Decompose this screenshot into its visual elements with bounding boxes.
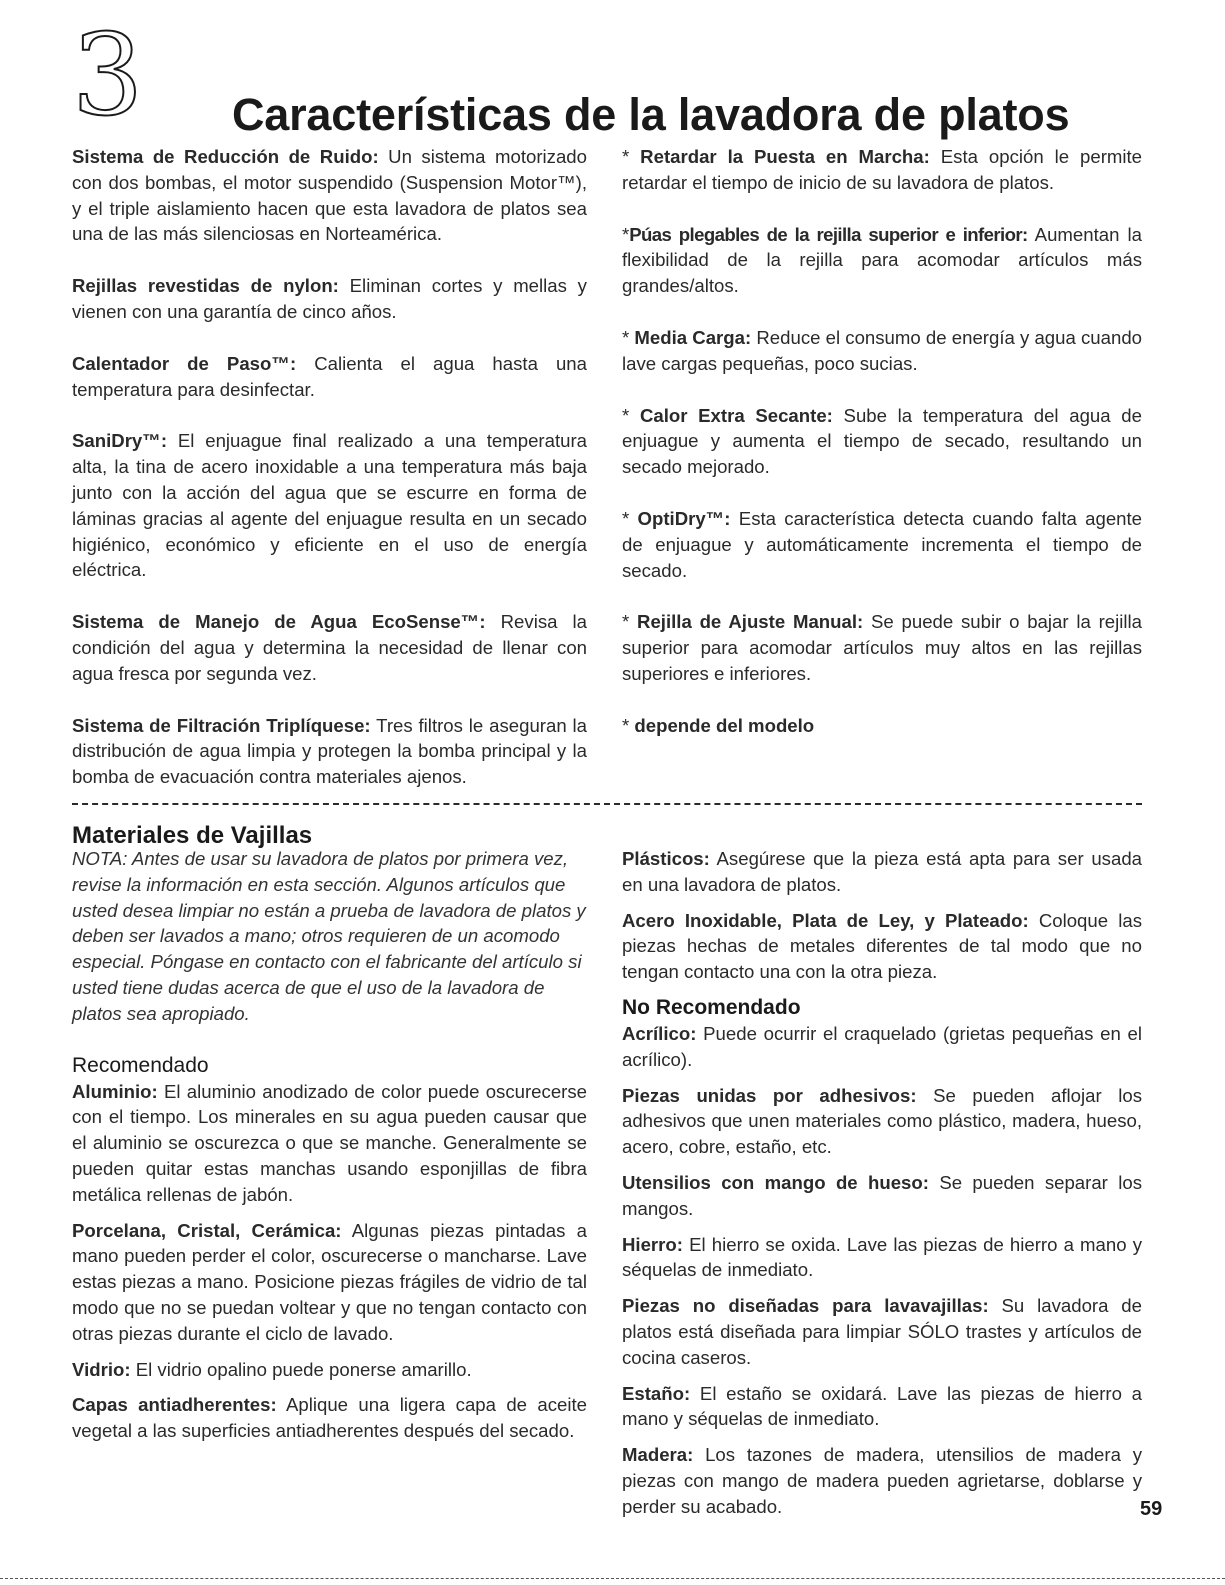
material-aluminum	[72, 1079, 587, 1208]
material-text: Se pueden separar los mangos.	[622, 1171, 1142, 1219]
feature-text: Aumentan la flexibilidad de la rejilla para acomodar artículos más grandes/altos.	[622, 223, 1143, 297]
feature-label: Calentador de Paso™:	[72, 352, 297, 374]
material-stainless	[622, 908, 1142, 985]
material-adhesives	[622, 1083, 1142, 1160]
material-text: El hierro se oxida. Lave las piezas de hierro a mano y séquelas de inmediato.	[622, 1233, 1142, 1281]
material-text: El estaño se oxidará. Lave las piezas de hierro a mano y séquelas de inmediato.	[622, 1382, 1142, 1430]
feature-text: El enjuague final realizado a una temperatura alta, la tina de acero inoxidable a una temperatura más baja junto con la acción del agua que se escurre en forma de láminas gracias al agente del enjuague resulta en un secado higiénico, económico y eficiente en el uso de energía eléctrica.	[72, 430, 587, 581]
material-text: Puede ocurrir el craquelado (grietas pequeñas en el acrílico).	[622, 1022, 1142, 1070]
feature-text: Sube la temperatura del agua de enjuague y aumenta el tiempo de secado, resultando un secado mejorado.	[622, 404, 1142, 478]
feature-optidry	[622, 506, 1142, 583]
material-label: Acrílico:	[622, 1022, 697, 1044]
feature-folding-tines	[622, 222, 1142, 299]
material-iron	[622, 1232, 1142, 1284]
material-wood	[622, 1442, 1142, 1519]
material-text: Su lavadora de platos está diseñada para limpiar SÓLO trastes y artículos de cocina caseros.	[622, 1295, 1142, 1368]
feature-flow-heater	[72, 351, 587, 403]
feature-text: Calienta el agua hasta una temperatura para desinfectar.	[72, 352, 587, 400]
model-dependent-note	[622, 713, 1142, 739]
material-nonstick	[72, 1392, 587, 1444]
feature-prefix: *	[622, 507, 638, 529]
note-prefix: *	[622, 714, 635, 736]
material-text: El vidrio opalino puede ponerse amarillo.	[135, 1358, 472, 1380]
material-glass	[72, 1357, 587, 1383]
feature-prefix: *	[622, 326, 635, 348]
feature-label: Sistema de Reducción de Ruido:	[72, 146, 379, 167]
material-text: Los tazones de madera, utensilios de madera y piezas con mango de madera pueden agrietarse, doblarse y perder su acabado.	[622, 1444, 1143, 1517]
feature-label: Retardar la Puesta en Marcha:	[640, 146, 930, 167]
feature-label: Sistema de Manejo de Agua EcoSense™:	[72, 611, 486, 633]
page-title: Características de la lavadora de platos	[232, 89, 1070, 140]
material-label: Piezas unidas por adhesivos:	[622, 1084, 917, 1106]
material-label: Utensilios con mango de hueso:	[622, 1171, 929, 1193]
feature-text: Un sistema motorizado con dos bombas, el motor suspendido (Suspension Motor™), y el triple aislamiento hacen que esta lavadora de platos sea una de las más silenciosas en Norteamérica.	[72, 146, 587, 245]
not-recommended-heading: No Recomendado	[622, 995, 801, 1019]
materials-note: NOTA: Antes de usar su lavadora de platos por primera vez, revise la información en esta sección. Algunos artículos que usted desea limpiar no están a prueba de lavadora de platos y deben ser lavados a mano; otros requieren de un acomodo especial. Póngase en contacto con el fabricante del artículo si usted tiene dudas acerca de que el uso de la lavadora de platos sea apropiado.	[72, 848, 586, 1024]
feature-text: Eliminan cortes y mellas y vienen con una garantía de cinco años.	[72, 275, 587, 322]
feature-text: Esta opción le permite retardar el tiempo de inicio de su lavadora de platos.	[622, 146, 1143, 193]
feature-text: Reduce el consumo de energía y agua cuando lave cargas pequeñas, poco sucias.	[622, 326, 1143, 374]
bottom-rule	[0, 1578, 1225, 1579]
features-left-column	[72, 144, 587, 790]
material-text: Coloque las piezas hechas de metales diferentes de tal modo que no tengan contacto una con la otra pieza.	[622, 909, 1142, 983]
feature-prefix: *	[622, 611, 638, 633]
feature-sanidry	[72, 428, 587, 583]
feature-label: Rejillas revestidas de nylon:	[72, 275, 339, 297]
material-acrylic	[622, 1021, 1142, 1073]
feature-ecosense	[72, 609, 587, 686]
feature-label: Púas plegables de la rejilla superior e inferior:	[629, 223, 1028, 245]
feature-half-load	[622, 325, 1142, 377]
feature-label: Calor Extra Secante:	[639, 404, 833, 426]
recommended-heading: Recomendado	[72, 1053, 209, 1077]
feature-text: Se puede subir o bajar la rejilla superior para acomodar artículos muy altos en las rejillas superiores e inferiores.	[622, 611, 1142, 684]
features-right-column	[622, 144, 1142, 739]
material-label: Estaño:	[622, 1382, 691, 1404]
material-label: Plásticos:	[622, 848, 710, 869]
material-plastics	[622, 846, 1142, 898]
material-label: Aluminio:	[72, 1080, 158, 1102]
feature-triple-filtration	[72, 713, 587, 790]
material-label: Vidrio:	[72, 1358, 131, 1380]
feature-prefix: *	[622, 146, 641, 167]
material-label: Madera:	[622, 1444, 694, 1466]
note-label: depende del modelo	[634, 714, 815, 736]
page-number: 59	[1140, 1498, 1163, 1520]
section-divider	[72, 803, 1142, 805]
feature-text: Tres filtros le aseguran la distribución de agua limpia y protegen la bomba principal y la bomba de evacuación contra materiales ajenos.	[72, 714, 587, 788]
feature-text: Esta característica detecta cuando falta agente de enjuague y automáticamente incrementa el tiempo de secado.	[622, 507, 1143, 581]
material-text: Asegúrese que la pieza está apta para ser usada en una lavadora de platos.	[622, 848, 1142, 895]
material-non-dishwasher	[622, 1293, 1142, 1370]
materials-right-column	[622, 846, 1142, 1520]
material-label: Hierro:	[622, 1233, 683, 1255]
material-label: Piezas no diseñadas para lavavajillas:	[622, 1295, 989, 1317]
feature-nylon-racks	[72, 273, 587, 325]
feature-noise-reduction	[72, 144, 587, 247]
feature-label: Sistema de Filtración Triplíquese:	[72, 714, 371, 736]
feature-label: OptiDry™:	[637, 507, 731, 529]
materials-left-column	[72, 846, 587, 1444]
chapter-number: 3	[72, 11, 144, 141]
feature-heated-dry	[622, 403, 1142, 480]
material-text: Aplique una ligera capa de aceite vegetal a las superficies antiadherentes después del secado.	[72, 1394, 588, 1442]
material-text: Algunas piezas pintadas a mano pueden perder el color, oscurecerse o mancharse. Lave estas piezas a mano. Posicione piezas frágiles de vidrio de tal modo que no se puedan voltear y que no tengan contacto con otras piezas durante el ciclo de lavado.	[72, 1219, 587, 1344]
feature-prefix: *	[622, 404, 640, 426]
feature-prefix: *	[622, 223, 630, 245]
material-label: Acero Inoxidable, Plata de Ley, y Plateado:	[622, 909, 1029, 931]
material-porcelain	[72, 1218, 587, 1347]
feature-label: Media Carga:	[634, 326, 752, 348]
materials-section-title: Materiales de Vajillas	[72, 822, 313, 849]
material-text: El aluminio anodizado de color puede oscurecerse con el tiempo. Los minerales en su agua pueden causar que el aluminio se oscurezca o que se manche. Generalmente se pueden quitar estas manchas usando esponjillas de fibra metálica rellenas de jabón.	[72, 1080, 587, 1205]
material-label: Porcelana, Cristal, Cerámica:	[72, 1219, 342, 1241]
material-tin	[622, 1381, 1142, 1433]
material-label: Capas antiadherentes:	[72, 1394, 277, 1416]
feature-label: Rejilla de Ajuste Manual:	[637, 611, 864, 633]
material-bone-handles	[622, 1170, 1142, 1222]
feature-delay-start	[622, 144, 1142, 196]
feature-text: Revisa la condición del agua y determina la necesidad de llenar con agua fresca por segunda vez.	[72, 611, 587, 684]
feature-label: SaniDry™:	[72, 430, 168, 452]
material-text: Se pueden aflojar los adhesivos que unen materiales como plástico, madera, hueso, acero, cobre, estaño, etc.	[622, 1084, 1142, 1158]
feature-manual-rack	[622, 609, 1142, 686]
